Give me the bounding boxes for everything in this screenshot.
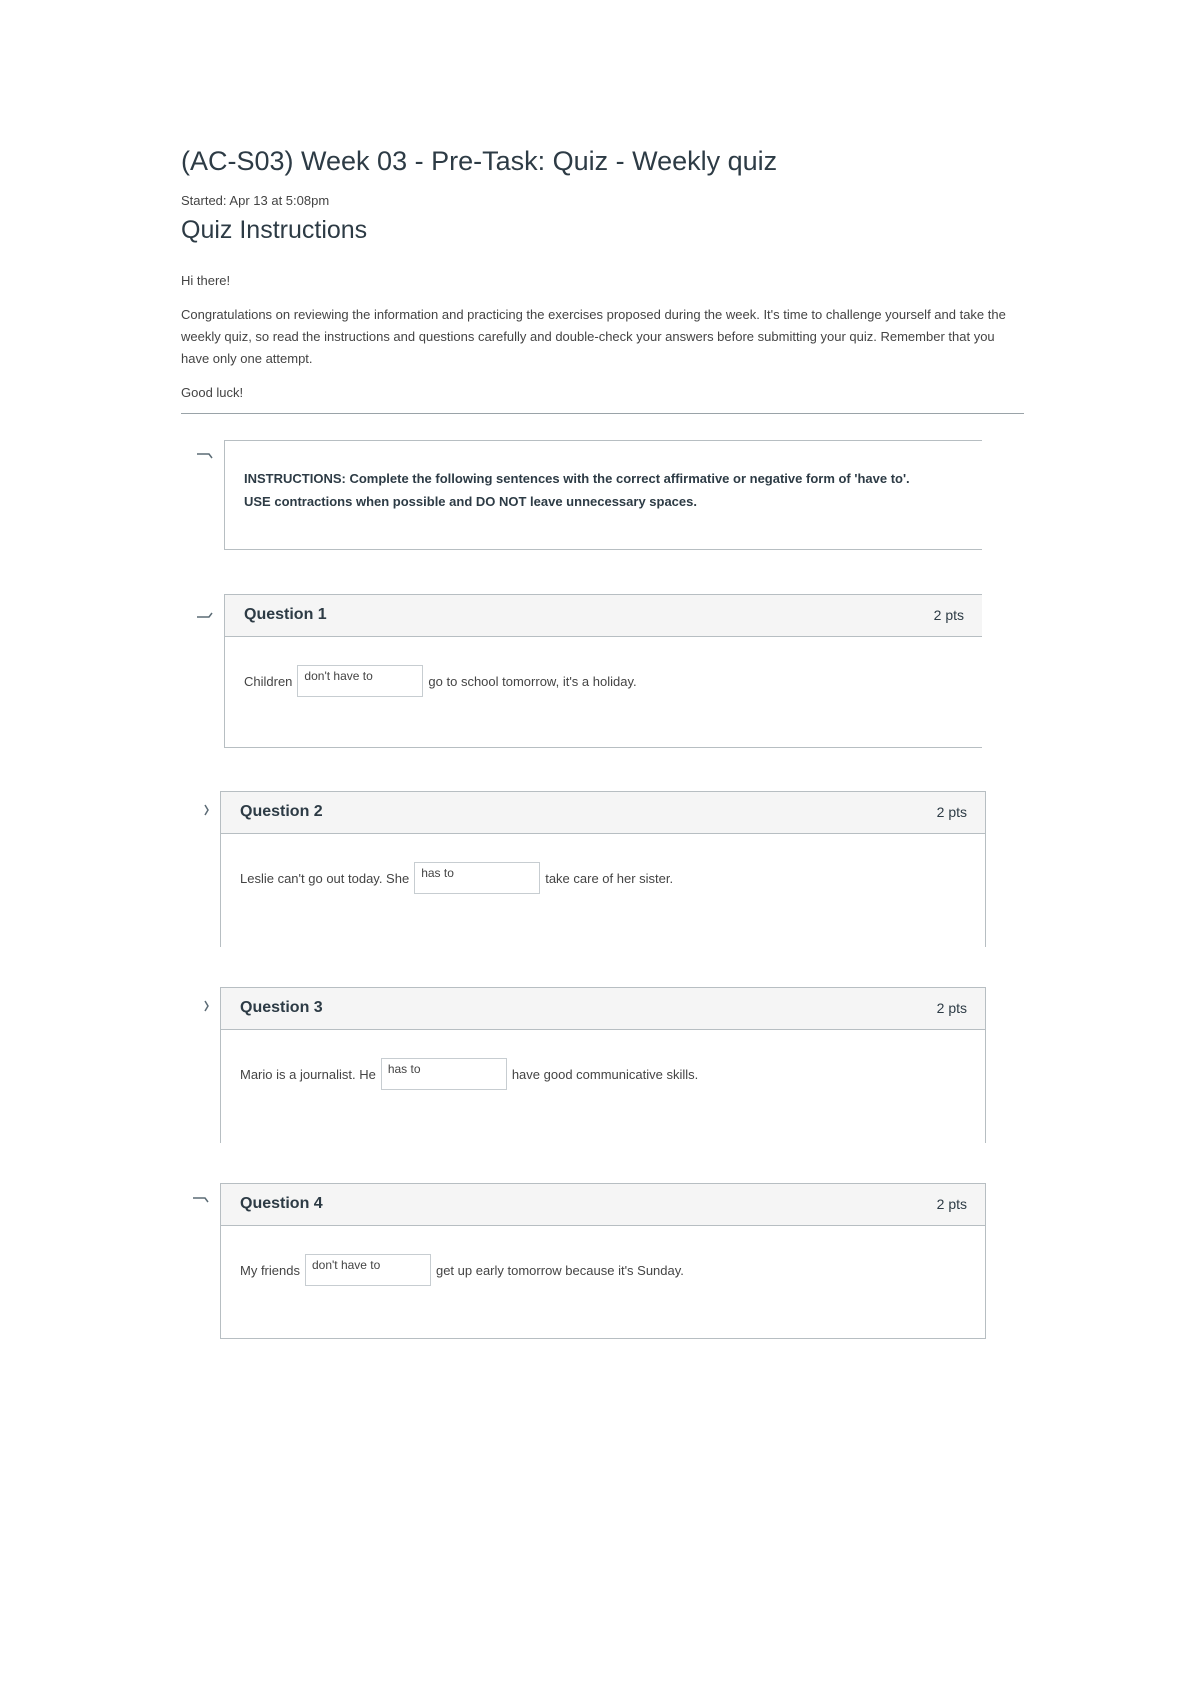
question-text-after: have good communicative skills.	[511, 1066, 699, 1082]
question-text-before: Children	[244, 673, 293, 689]
question-header	[221, 988, 985, 1030]
question-text	[240, 862, 673, 894]
flag-marker-icon[interactable]	[192, 1195, 210, 1211]
flag-marker-icon[interactable]	[196, 451, 214, 467]
text-block-line-1: INSTRUCTIONS: Complete the following sentences with the correct affirmative or negative form of 'have to'.	[244, 471, 910, 486]
greeting-text: Hi there!	[181, 273, 231, 288]
question-header	[225, 595, 982, 637]
instructions-paragraph: Congratulations on reviewing the information and practicing the exercises proposed during the week. It's time to challenge yourself and take the weekly quiz, so read the instructions and questions carefully and double-check your answers before submitting your quiz. Remember that you have only one attempt.	[181, 307, 1006, 366]
question-title: Question 3	[240, 999, 323, 1016]
question-text-before: Mario is a journalist. He	[240, 1066, 376, 1082]
question-1	[224, 594, 982, 748]
section-divider	[181, 413, 1024, 414]
question-text-after: get up early tomorrow because it's Sunday.	[435, 1262, 684, 1278]
question-body	[221, 834, 985, 924]
question-points: 2 pts	[936, 804, 967, 820]
text-block-line-2: USE contractions when possible and DO NOT leave unnecessary spaces.	[244, 494, 697, 509]
answer-input[interactable]	[414, 862, 540, 894]
question-points: 2 pts	[936, 1196, 967, 1212]
question-text-before: My friends	[240, 1262, 300, 1278]
question-2	[220, 791, 986, 947]
question-text	[240, 1058, 698, 1090]
question-text	[244, 665, 637, 697]
answer-input[interactable]	[297, 665, 423, 697]
question-text-after: take care of her sister.	[545, 870, 674, 886]
question-header	[221, 1184, 985, 1226]
question-header	[221, 792, 985, 834]
question-points: 2 pts	[936, 1000, 967, 1016]
flag-marker-icon[interactable]	[196, 604, 214, 620]
text-block-content	[244, 467, 962, 513]
text-only-instructions-block	[224, 440, 982, 550]
question-3	[220, 987, 986, 1143]
answer-input[interactable]	[381, 1058, 507, 1090]
question-points: 2 pts	[933, 607, 964, 623]
question-title: Question 2	[240, 803, 323, 820]
question-text-before: Leslie can't go out today. She	[240, 870, 410, 886]
chevron-right-icon[interactable]	[199, 802, 217, 818]
question-title: Question 1	[244, 606, 327, 623]
question-text	[240, 1254, 684, 1286]
answer-input[interactable]	[305, 1254, 431, 1286]
question-body	[225, 637, 982, 727]
question-title: Question 4	[240, 1195, 323, 1212]
question-text-after: go to school tomorrow, it's a holiday.	[428, 673, 637, 689]
quiz-started-time: Started: Apr 13 at 5:08pm	[181, 193, 330, 208]
question-4	[220, 1183, 986, 1339]
chevron-right-icon[interactable]	[199, 998, 217, 1014]
quiz-instructions-body	[181, 270, 1026, 416]
question-body	[221, 1030, 985, 1120]
quiz-instructions-heading: Quiz Instructions	[181, 216, 368, 244]
page-title: (AC-S03) Week 03 - Pre-Task: Quiz - Weekly quiz	[181, 146, 778, 176]
good-luck-text: Good luck!	[181, 385, 244, 400]
question-body	[221, 1226, 985, 1316]
